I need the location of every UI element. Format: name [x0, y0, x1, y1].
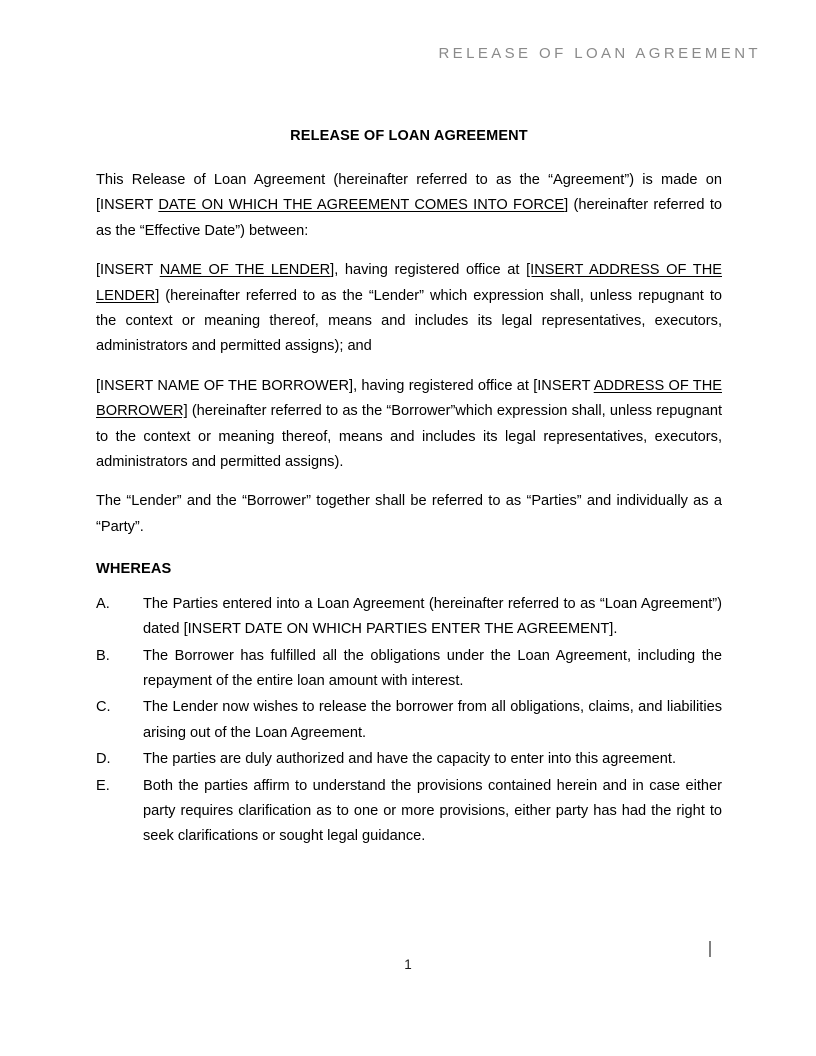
list-item	[96, 644, 722, 695]
list-item	[96, 774, 722, 850]
list-item-text: The Parties entered into a Loan Agreement (hereinafter referred to as “Loan Agreement”) dated [INSERT DATE ON WHICH PARTIES ENTER THE AGREEMENT].	[143, 595, 722, 638]
p1-underlined-placeholder-date: DATE ON WHICH THE AGREEMENT COMES INTO FORCE	[158, 197, 565, 214]
list-item-text: Both the parties affirm to understand the provisions contained herein and in case either party requires clarification as to one or more provisions, either party has had the right to seek clarifications or sought legal guidance.	[143, 777, 722, 845]
p2-segment-1: [INSERT	[96, 262, 160, 279]
document-body	[96, 126, 722, 851]
list-item-text: The parties are duly authorized and have the capacity to enter into this agreement.	[143, 751, 676, 768]
p3-underlined-borrower-address: ADDRESS OF THE BORROWER]	[96, 377, 722, 420]
p3-segment-1: [INSERT NAME OF THE BORROWER], having registered office at [INSERT	[96, 377, 594, 394]
paragraph-parties-definition: The “Lender” and the “Borrower” together shall be referred to as “Parties” and individually as a “Party”.	[96, 493, 722, 535]
p3-segment-2: (hereinafter referred to as the “Borrower”which expression shall, unless repugnant to the context or meaning thereof, means and includes its legal representatives, executors, administrators and permitted assigns).	[96, 403, 722, 471]
paragraph-borrower	[96, 374, 722, 476]
p1-segment-2: ] (hereinafter referred to as the “Effective Date”) between:	[96, 197, 723, 239]
running-header: RELEASE OF LOAN AGREEMENT	[438, 45, 761, 62]
p2-underlined-lender-name: NAME OF THE LENDER	[159, 262, 331, 279]
p2-segment-2: ], having registered office at	[330, 262, 527, 279]
paragraph-agreement-date	[96, 168, 722, 244]
page-number: 1	[404, 957, 412, 972]
list-item-marker: D.	[96, 751, 111, 768]
list-item	[96, 695, 722, 746]
list-item-marker: B.	[96, 647, 110, 664]
p2-segment-3: ] (hereinafter referred to as the “Lender” which expression shall, unless repugnant to the context or meaning thereof, means and includes its legal representatives, executors, administrators and permitted assigns); and	[96, 287, 722, 355]
list-item-marker: E.	[96, 777, 110, 794]
p1-segment-1: This Release of Loan Agreement (hereinafter referred to as the “Agreement”) is made on [INSERT	[96, 172, 722, 214]
p2-underlined-lender-address: [INSERT ADDRESS OF THE LENDER	[96, 262, 722, 304]
whereas-list	[96, 592, 722, 850]
list-item	[96, 747, 722, 772]
list-item	[96, 592, 722, 643]
whereas-heading: WHEREAS	[96, 561, 172, 578]
list-item-marker: A.	[96, 595, 110, 612]
list-item-marker: C.	[96, 699, 111, 716]
paragraph-lender	[96, 258, 722, 360]
page-title: RELEASE OF LOAN AGREEMENT	[290, 128, 528, 144]
list-item-text: The Lender now wishes to release the borrower from all obligations, claims, and liabilities arising out of the Loan Agreement.	[143, 699, 722, 741]
list-item-text: The Borrower has fulfilled all the obligations under the Loan Agreement, including the repayment of the entire loan amount with interest.	[143, 647, 722, 689]
text-cursor-caret	[709, 941, 711, 957]
